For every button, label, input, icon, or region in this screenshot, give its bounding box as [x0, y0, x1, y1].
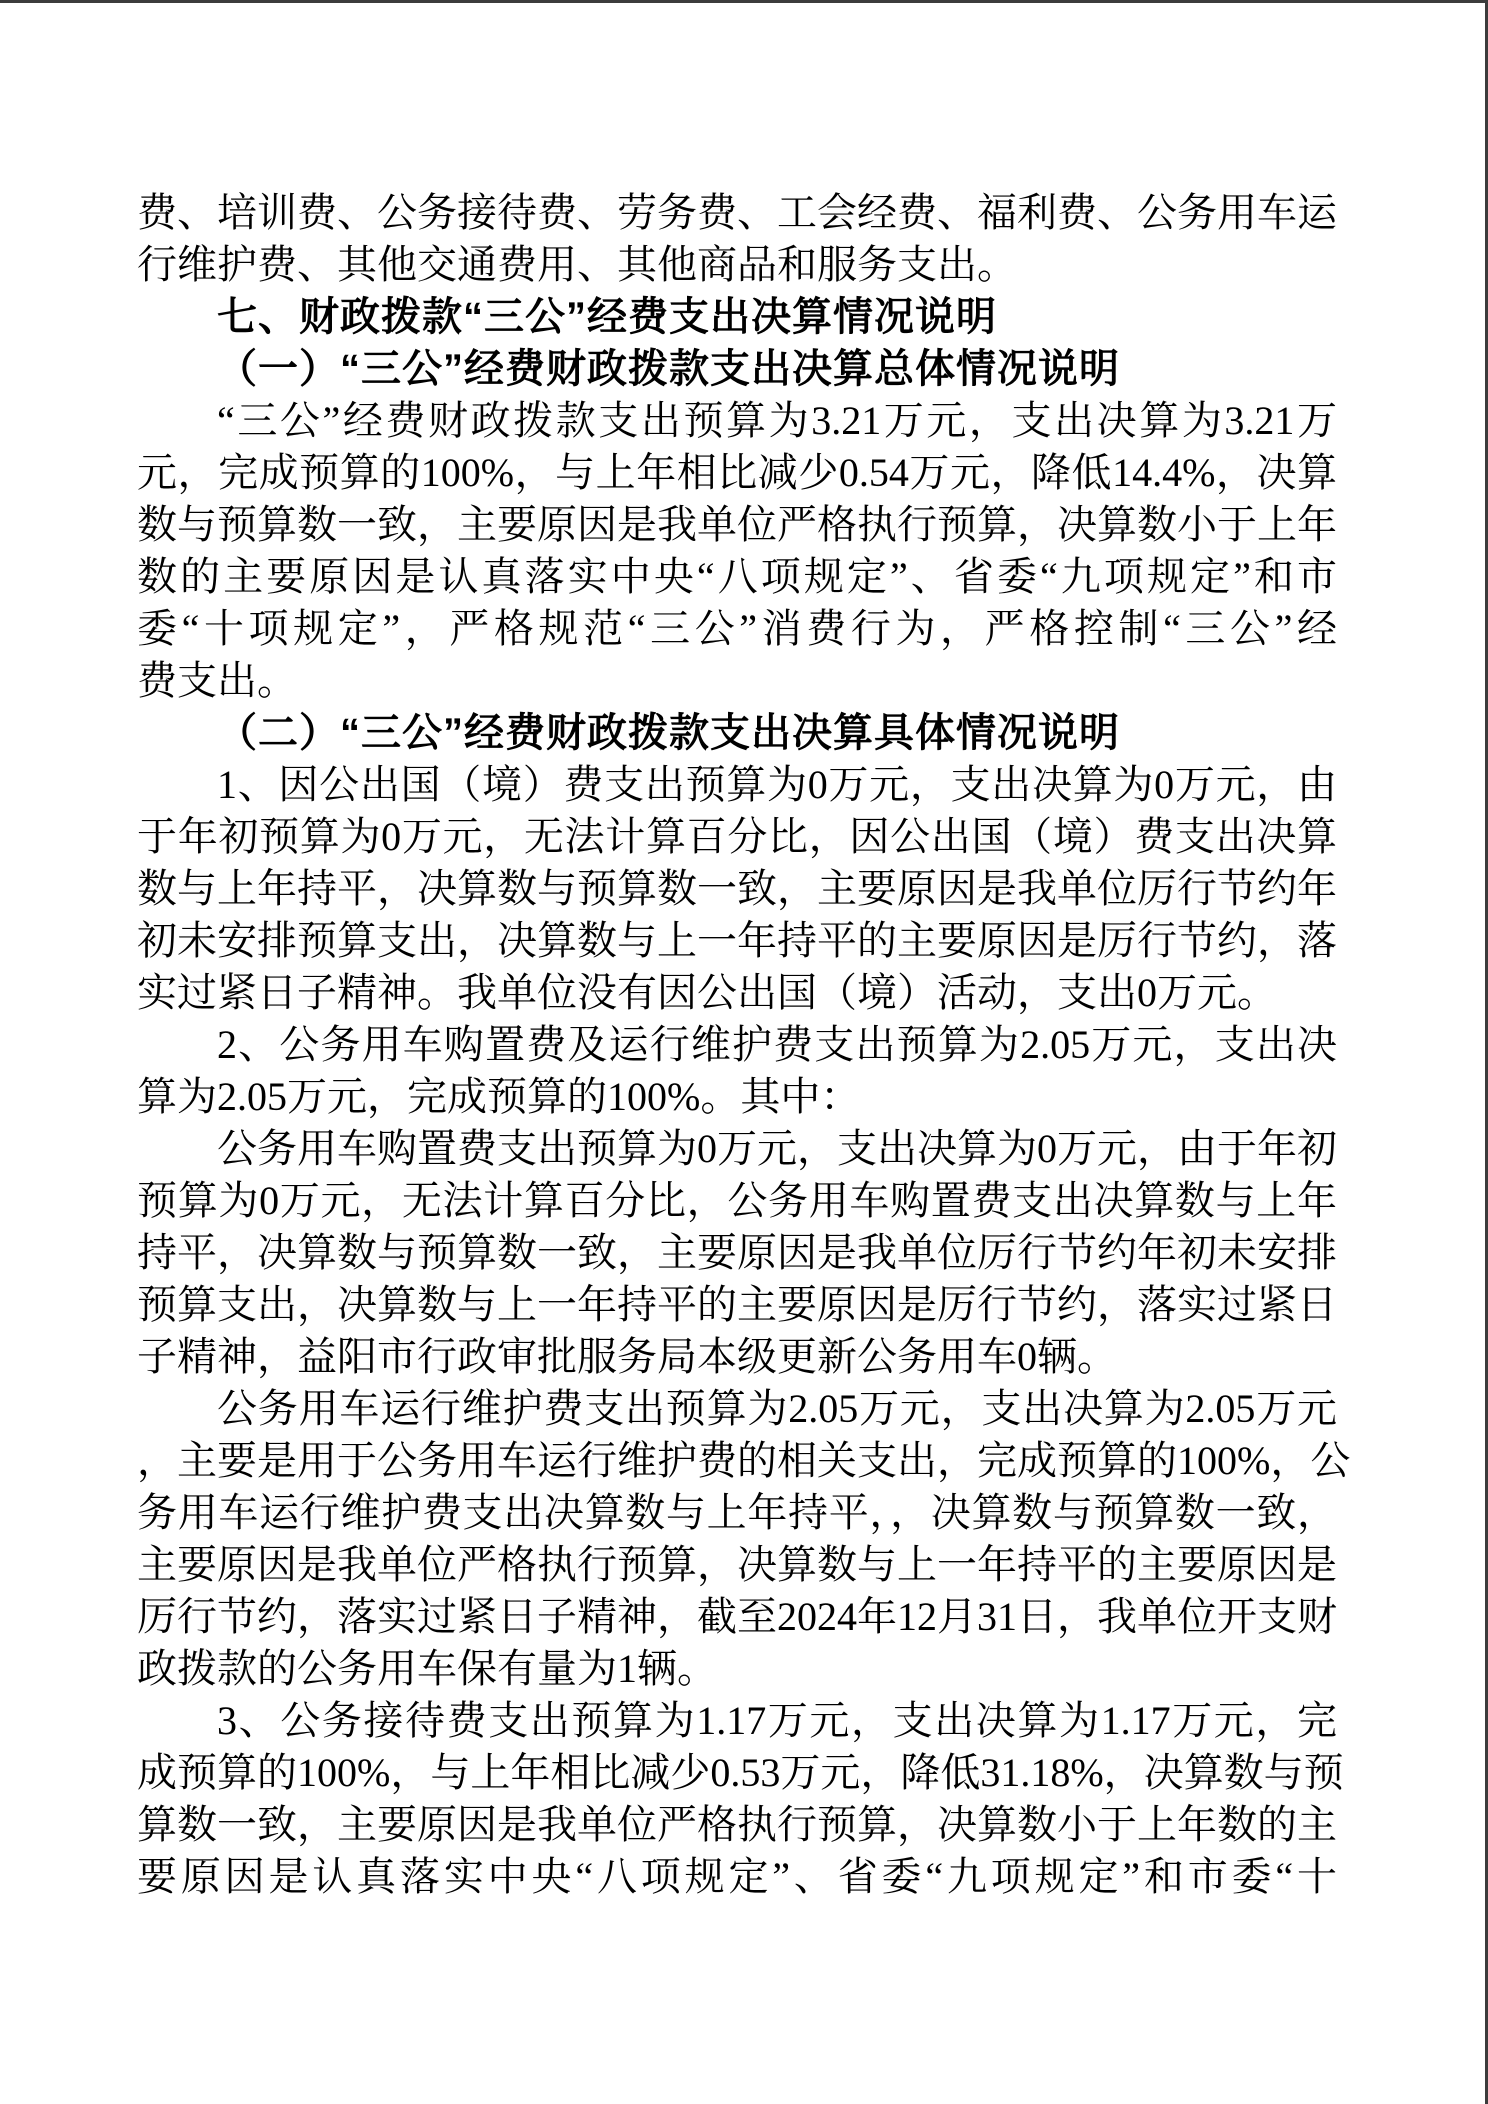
body-text-line: 2、公务用车购置费及运行维护费支出预算为2.05万元，支出决: [217, 1022, 1337, 1067]
body-text-line: ，主要是用于公务用车运行维护费的相关支出，完成预算的100%，公: [137, 1438, 1351, 1483]
body-text-line: 3、公务接待费支出预算为1.17万元，支出决算为1.17万元，完: [217, 1698, 1337, 1743]
body-text-line: 实过紧日子精神。我单位没有因公出国（境）活动，支出0万元。: [137, 970, 1277, 1015]
body-text-line: 算数一致，主要原因是我单位严格执行预算，决算数小于上年数的主: [137, 1802, 1337, 1847]
body-text-line: 算为2.05万元，完成预算的100%。其中：: [137, 1074, 861, 1119]
body-text-line: 初未安排预算支出，决算数与上一年持平的主要原因是厉行节约，落: [137, 918, 1337, 963]
body-text-line: 公务用车运行维护费支出预算为2.05万元，支出决算为2.05万元: [217, 1386, 1337, 1431]
body-text-line: 要原因是认真落实中央“八项规定”、省委“九项规定”和市委“十: [137, 1854, 1337, 1899]
text-block: [137, 187, 1351, 1903]
body-text-line: “三公”经费财政拨款支出预算为3.21万元，支出决算为3.21万: [217, 398, 1337, 443]
body-text-line: 数与上年持平，决算数与预算数一致，主要原因是我单位厉行节约年: [137, 866, 1337, 911]
body-text-line: 预算支出，决算数与上一年持平的主要原因是厉行节约，落实过紧日: [137, 1282, 1337, 1327]
body-text-line: 持平，决算数与预算数一致，主要原因是我单位厉行节约年初未安排: [137, 1230, 1337, 1275]
heading-line: （一）“三公”经费财政拨款支出决算总体情况说明: [217, 347, 1120, 391]
body-text-line: 公务用车购置费支出预算为0万元，支出决算为0万元，由于年初: [217, 1126, 1337, 1171]
body-text-line: 费支出。: [137, 658, 297, 703]
body-text-line: 1、因公出国（境）费支出预算为0万元，支出决算为0万元，由: [217, 762, 1337, 807]
body-text-line: 主要原因是我单位严格执行预算，决算数与上一年持平的主要原因是: [137, 1542, 1337, 1587]
body-text-line: 务用车运行维护费支出决算数与上年持平，，决算数与预算数一致，: [137, 1490, 1337, 1535]
body-text-line: 委“十项规定”，严格规范“三公”消费行为，严格控制“三公”经: [137, 606, 1337, 651]
body-text-line: 行维护费、其他交通费用、其他商品和服务支出。: [137, 242, 1017, 287]
body-text-line: 政拨款的公务用车保有量为1辆。: [137, 1646, 717, 1691]
body-text-line: 于年初预算为0万元，无法计算百分比，因公出国（境）费支出决算: [137, 814, 1337, 859]
body-text-line: 费、培训费、公务接待费、劳务费、工会经费、福利费、公务用车运: [137, 190, 1337, 235]
heading-line: （二）“三公”经费财政拨款支出决算具体情况说明: [217, 711, 1120, 755]
body-text-line: 成预算的100%，与上年相比减少0.53万元，降低31.18%，决算数与预: [137, 1750, 1344, 1795]
body-text-line: 厉行节约，落实过紧日子精神，截至2024年12月31日，我单位开支财: [137, 1594, 1337, 1639]
body-text-line: 预算为0万元，无法计算百分比，公务用车购置费支出决算数与上年: [137, 1178, 1337, 1223]
body-text-line: 元，完成预算的100%，与上年相比减少0.54万元，降低14.4%，决算: [137, 450, 1337, 495]
body-text-line: 数的主要原因是认真落实中央“八项规定”、省委“九项规定”和市: [137, 554, 1337, 599]
body-text-line: 子精神，益阳市行政审批服务局本级更新公务用车0辆。: [137, 1334, 1117, 1379]
body-text-line: 数与预算数一致，主要原因是我单位严格执行预算，决算数小于上年: [137, 502, 1337, 547]
heading-line: 七、财政拨款“三公”经费支出决算情况说明: [217, 295, 997, 339]
